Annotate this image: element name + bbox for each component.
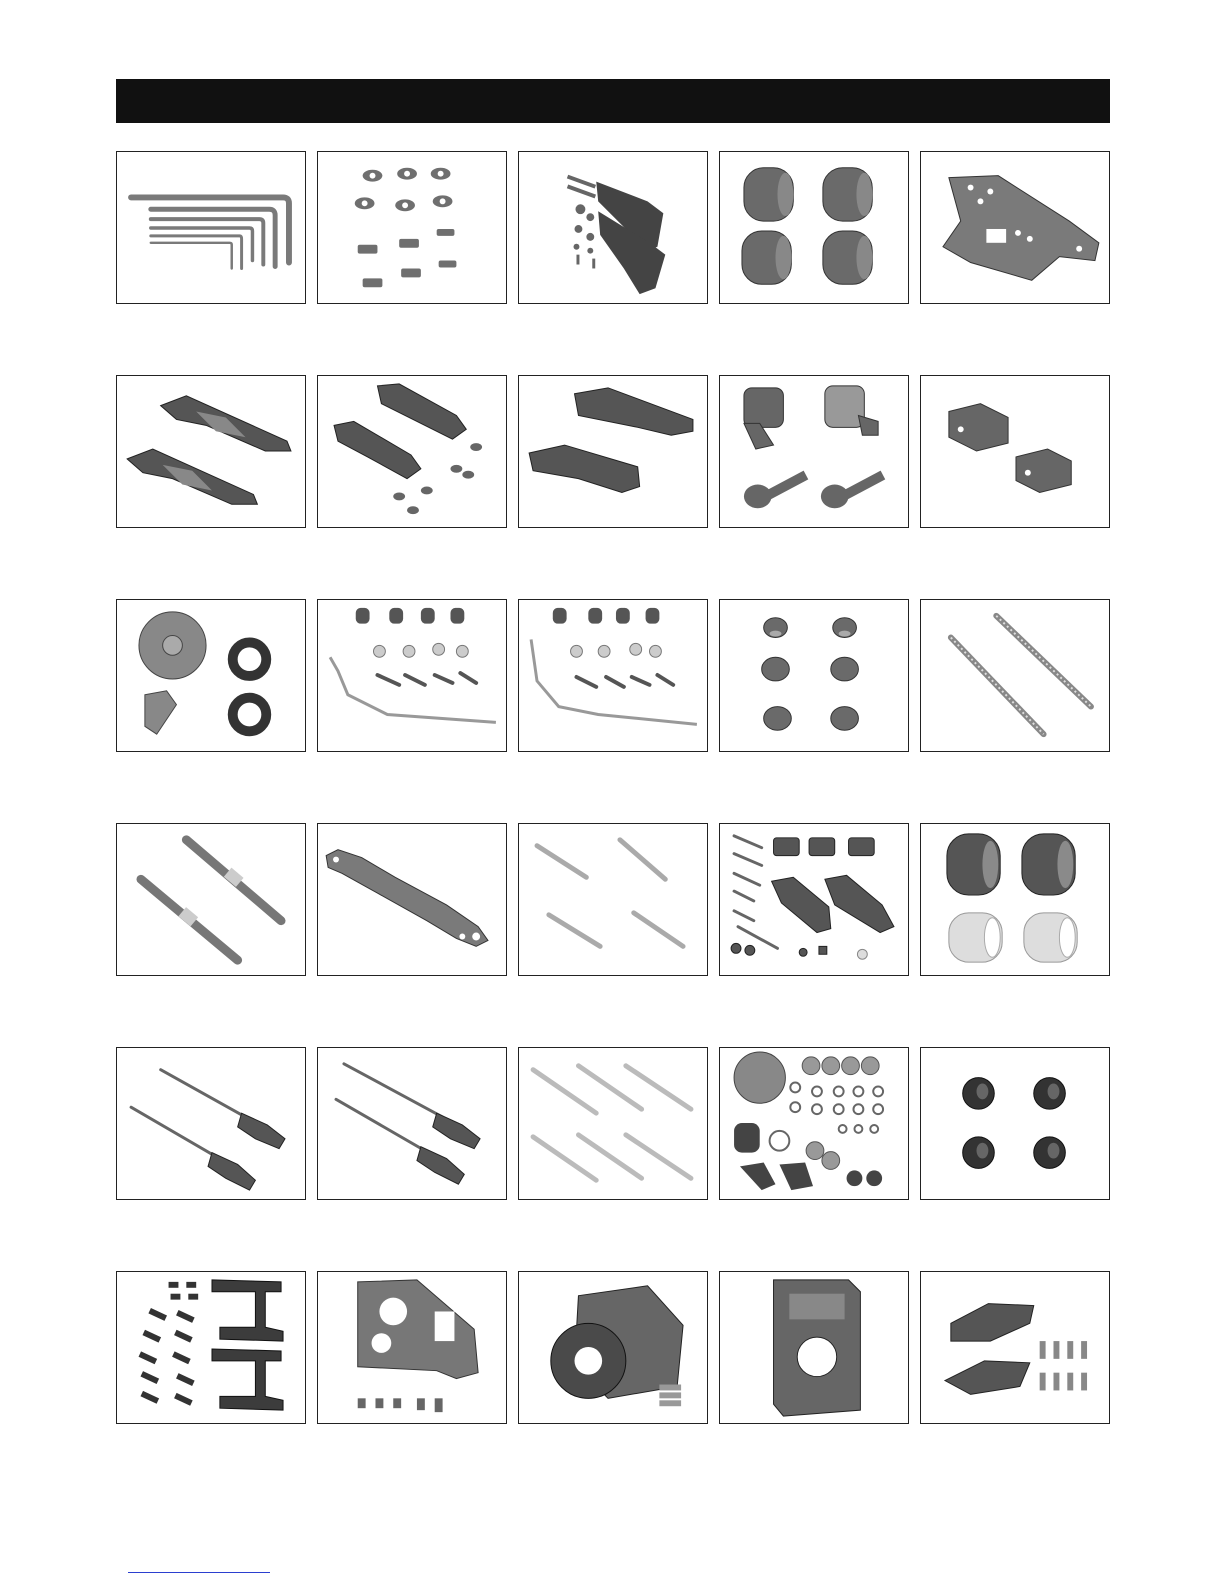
part-cell [518, 1047, 708, 1200]
header-bar [116, 79, 1110, 123]
steering-link-plate-icon [318, 824, 506, 975]
part-cell [317, 823, 507, 976]
parts-grid [116, 151, 1110, 1431]
part-cell [920, 1271, 1110, 1424]
servo-mount-blocks-icon [921, 376, 1109, 527]
part-cell [116, 1047, 306, 1200]
part-cell [719, 1271, 909, 1424]
part-cell [719, 375, 909, 528]
front-suspension-arms-icon [318, 376, 506, 527]
part-cell [920, 599, 1110, 752]
part-cell [920, 823, 1110, 976]
tires-inserts-icon [921, 824, 1109, 975]
suspension-mount-clips-icon [318, 152, 506, 303]
part-cell [317, 375, 507, 528]
part-cell [317, 599, 507, 752]
ring-pinion-gear-icon [117, 600, 305, 751]
shock-tower-plate-icon [921, 152, 1109, 303]
pivot-balls-icon [720, 600, 908, 751]
lower-suspension-arms-icon [519, 376, 707, 527]
front-sway-bar-set-icon [318, 600, 506, 751]
part-cell [719, 599, 909, 752]
footer-link-underline[interactable] [128, 1572, 270, 1573]
turnbuckles-icon [921, 600, 1109, 751]
shock-tower-brackets-icon [519, 152, 707, 303]
differential-rebuild-kit-icon [720, 1048, 908, 1199]
motor-mount-plate-icon [318, 1272, 506, 1423]
part-cell [719, 823, 909, 976]
part-cell [920, 1047, 1110, 1200]
steering-rods-icon [117, 824, 305, 975]
rear-sway-bar-set-icon [519, 600, 707, 751]
part-cell [518, 1271, 708, 1424]
part-cell [719, 151, 909, 304]
part-cell [518, 375, 708, 528]
hex-wrench-set-icon [117, 152, 305, 303]
part-cell [518, 823, 708, 976]
part-cell [116, 823, 306, 976]
rear-cvd-driveshafts-icon [117, 1048, 305, 1199]
part-cell [116, 1271, 306, 1424]
part-cell [920, 151, 1110, 304]
part-cell [518, 599, 708, 752]
front-cvd-driveshafts-icon [318, 1048, 506, 1199]
part-cell [920, 375, 1110, 528]
suspension-pins-icon [519, 1048, 707, 1199]
hinge-pins-icon [519, 824, 707, 975]
shock-mount-set-icon [720, 824, 908, 975]
part-cell [317, 151, 507, 304]
part-cell [116, 151, 306, 304]
part-cell [719, 1047, 909, 1200]
part-cell [518, 151, 708, 304]
part-cell [317, 1271, 507, 1424]
part-cell [317, 1047, 507, 1200]
steering-knuckles-icon [720, 376, 908, 527]
wing-mounts-screws-icon [117, 1272, 305, 1423]
pinion-gear-icon [519, 1272, 707, 1423]
wheel-hexes-icon [921, 1048, 1109, 1199]
bearing-block-icon [720, 1272, 908, 1423]
rear-suspension-arms-icon [117, 376, 305, 527]
part-cell [116, 599, 306, 752]
diff-case-covers-icon [921, 1272, 1109, 1423]
part-cell [116, 375, 306, 528]
wheel-hub-carriers-icon [720, 152, 908, 303]
